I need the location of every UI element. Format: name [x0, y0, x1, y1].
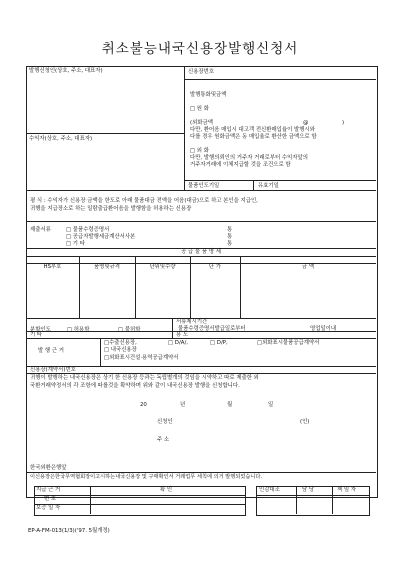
credit-no-label: 신용장번호	[188, 69, 215, 75]
bank-name: 한국외환은행앞	[30, 465, 67, 471]
basis-da[interactable]: □ D/A/,	[168, 340, 188, 346]
form-code: EP-A-FM-013(1/3)('97. 5월개정)	[28, 528, 110, 534]
bank-note: 이신용장은한국무역협회장이고시하는내국신용장 및 구매확인서 거래업무 세칙에 의거 발행되었습니다.	[30, 474, 263, 480]
stamp-area: 인감대조	[259, 487, 280, 493]
basis-label: 발 행 근 거	[38, 348, 64, 354]
fx-checkbox[interactable]: □ 외 화	[190, 148, 209, 154]
amount-label: 발행통화및금액	[190, 92, 227, 98]
validity-label: 유효기일	[258, 183, 279, 189]
foreign-amount-label: (외화금액	[190, 120, 213, 126]
col-hs: HS부호	[43, 264, 62, 270]
col-price: 단 가	[208, 264, 222, 270]
approval-header-2: 확 인	[160, 487, 173, 493]
date-day-unit: 일	[268, 402, 274, 408]
business-days: 영업일이내	[310, 326, 337, 332]
address: 주 소	[157, 437, 170, 443]
seal: (인)	[300, 419, 310, 425]
col-name: 품명및규격	[93, 264, 121, 270]
doc-period-label: 서류제시기간	[176, 319, 208, 325]
foreign-close: )	[342, 120, 345, 126]
basis-dp[interactable]: □ D/P,	[210, 340, 228, 346]
lc-no-label: 신용장(계약서)번호	[30, 367, 76, 373]
docs-mark-3: 통	[227, 241, 233, 247]
docs-item-1[interactable]: □ 물품수령증명서	[66, 227, 110, 233]
applicant-label: 발행신청인(상호, 주소, 대표자)	[29, 68, 103, 74]
date-month-unit: 월	[227, 402, 233, 408]
basis-export-lc[interactable]: □수출신용장,	[104, 340, 137, 346]
partial-not-allowed[interactable]: □ 불허함	[118, 327, 141, 333]
won-checkbox[interactable]: □ 원 화	[190, 106, 209, 112]
docs-label: 제출서류	[30, 227, 51, 233]
basis-fx-service[interactable]: □외화표시건설·용역공급계약서	[104, 355, 179, 361]
statement-2: 국환거래약정서의 각 조항에 따를것을 확약하며 위와 같이 내국신용장 발행을 신청합니다.	[30, 383, 240, 389]
approval-header-1: 지급 근 거	[36, 487, 61, 493]
foreign-mark: @	[303, 120, 309, 126]
staff-label: 담 당	[302, 487, 315, 493]
ref-text-2: 귀행을 지급장소로 하는 일람출급환어음을 발행함을 허용하는 신용장	[30, 206, 192, 212]
docs-mark-1: 통	[227, 227, 233, 233]
purpose-label: 용 도	[176, 332, 189, 338]
docs-item-2[interactable]: □ 공급자발행세금계산서사본	[66, 234, 136, 240]
partial-allowed[interactable]: □ 허용함	[67, 327, 90, 333]
beneficiary-label: 수익자(상호, 주소, 대표자)	[29, 136, 93, 142]
partial-label: 분할인도	[30, 327, 51, 333]
basis-local-lc[interactable]: □ 내국신용장	[104, 347, 137, 353]
other-label: 기 타	[30, 332, 43, 338]
fx-note-1: 다만, 발행의뢰인의 거주자 거래로부터 수익자앞의	[190, 155, 308, 161]
form-title: 취소불능내국신용장발행신청서	[101, 41, 299, 57]
col-amount: 금 액	[301, 264, 315, 270]
docs-mark-2: 통	[227, 234, 233, 240]
goods-header: 공 급 물 품 명 세	[181, 249, 221, 255]
date-year-unit: 년	[180, 402, 186, 408]
doc-period-text: 물품수령증명서발급일로부터	[178, 326, 246, 332]
won-note-1: 다만, 환어음 매입시 대고객 전신환매입율이 발행시와	[190, 127, 315, 133]
date-year: 20	[140, 402, 147, 408]
approval-row-3: 보증 일 자	[36, 505, 61, 511]
fx-note-2: 거주자거래에 이체지급할 것을 조건으로 함	[190, 162, 291, 168]
basis-fx-goods[interactable]: □외화표시물품공급계약서	[257, 340, 320, 346]
applicant-sign: 신청인	[157, 419, 173, 425]
last-ship-label: 물품인도기일	[188, 183, 220, 189]
approval-row-2: 변 호	[44, 496, 57, 502]
ref-text-1: 평 식 : 수익자가 신용장 금액을 한도로 아래 물품대금 전액을 어음(대금)으로 하고 본인을 지급인,	[30, 198, 258, 204]
statement-1: 귀행이 발행하는 내국신용장은 상기 한 신용장 등과는 독립별개의 것임을 시약하고 따로 제출한 외	[30, 375, 259, 381]
col-unit: 단위및수량	[149, 264, 176, 270]
won-note-2: 다를 경우 원화금액은 동 매입율로 환산한 금액으로 함	[190, 134, 317, 140]
docs-item-3[interactable]: □ 기 타	[66, 241, 85, 247]
manager-label: 책 임 자	[337, 487, 357, 493]
approval-table	[34, 486, 246, 516]
